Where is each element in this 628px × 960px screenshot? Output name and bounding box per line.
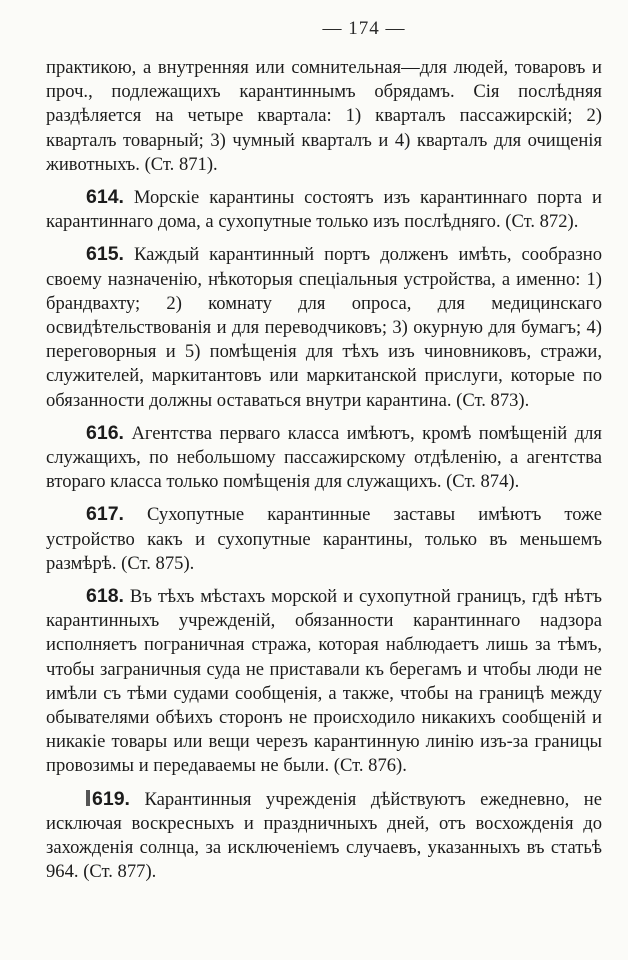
article-number: 618.: [86, 585, 124, 608]
article-615: [46, 242, 602, 412]
article-text: Каждый карантинный портъ долженъ имѣть, сообразно своему назначенію, нѣкоторыя спеціальныя устройства, а именно: 1) брандвахту; 2) комнату для опроса, для медицинскаго освидѣтельствованія и для переводчиковъ; 3) окурную для бумагъ; 4) переговорныя и 5) помѣщенія для тѣхъ изъ чиновниковъ, стражи, служителей, маркитантовъ или маркитанской прислуги, которые по обязанности должны оставаться внутри карантина. (Ст. 873).: [46, 244, 602, 411]
article-618: [46, 584, 602, 779]
margin-mark-icon: [86, 790, 90, 806]
article-text: Сухопутные карантинные заставы имѣютъ тоже устройство какъ и сухопутные карантины, только въ меньшемъ размѣрѣ. (Ст. 875).: [46, 504, 602, 574]
article-text: Карантинныя учрежденія дѣйствуютъ ежедневно, не исключая воскресныхъ и праздничныхъ дней, отъ восхожденія до захожденія солнца, за исключеніемъ случаевъ, указанныхъ въ статьѣ 964. (Ст. 877).: [46, 788, 602, 883]
article-617: [46, 502, 602, 576]
article-number: 619.: [92, 787, 130, 810]
article-number: 614.: [86, 186, 124, 209]
document-page: [46, 18, 602, 885]
article-number: 615.: [86, 243, 124, 266]
article-616: [46, 421, 602, 495]
article-number: 616.: [86, 421, 124, 444]
article-number: 617.: [86, 503, 124, 526]
paragraph-continuation: [46, 56, 602, 177]
page-number: — 174 —: [322, 18, 406, 39]
article-text: Агентства перваго класса имѣютъ, кромѣ помѣщеній для служащихъ, по небольшому пассажирскому отдѣленію, а агентства втораго класса только помѣщенія для служащихъ. (Ст. 874).: [46, 422, 602, 493]
article-619: [46, 787, 602, 885]
paragraph-text: практикою, а внутренняя или сомнительная—для людей, товаровъ и проч., подлежащихъ карантиннымъ обрядамъ. Сія послѣдняя раздѣляется на четыре квартала: 1) кварталъ пассажирскій; 2) кварталъ товарный; 3) чумный кварталъ и 4) кварталъ для очищенія животныхъ. (Ст. 871).: [46, 57, 602, 175]
article-text: Морскіе карантины состоятъ изъ карантиннаго порта и карантиннаго дома, а сухопутные только изъ послѣдняго. (Ст. 872).: [46, 187, 602, 233]
article-text: Въ тѣхъ мѣстахъ морской и сухопутной границъ, гдѣ нѣтъ карантинныхъ учрежденій, обязанности карантиннаго надзора исполняетъ пограничная стража, которая наблюдаетъ лишь за тѣмъ, чтобы заграничныя суда не приставали къ берегамъ и чтобы люди не имѣли съ тѣми судами сообщенія, а также, чтобы на границѣ между обывателями обѣихъ сторонъ не происходило никакихъ сообщеній и никакіе товары или вещи черезъ карантинную линію изъ-за границы провозимы и передаваемы не были. (Ст. 876).: [46, 586, 602, 777]
article-614: [46, 185, 602, 234]
